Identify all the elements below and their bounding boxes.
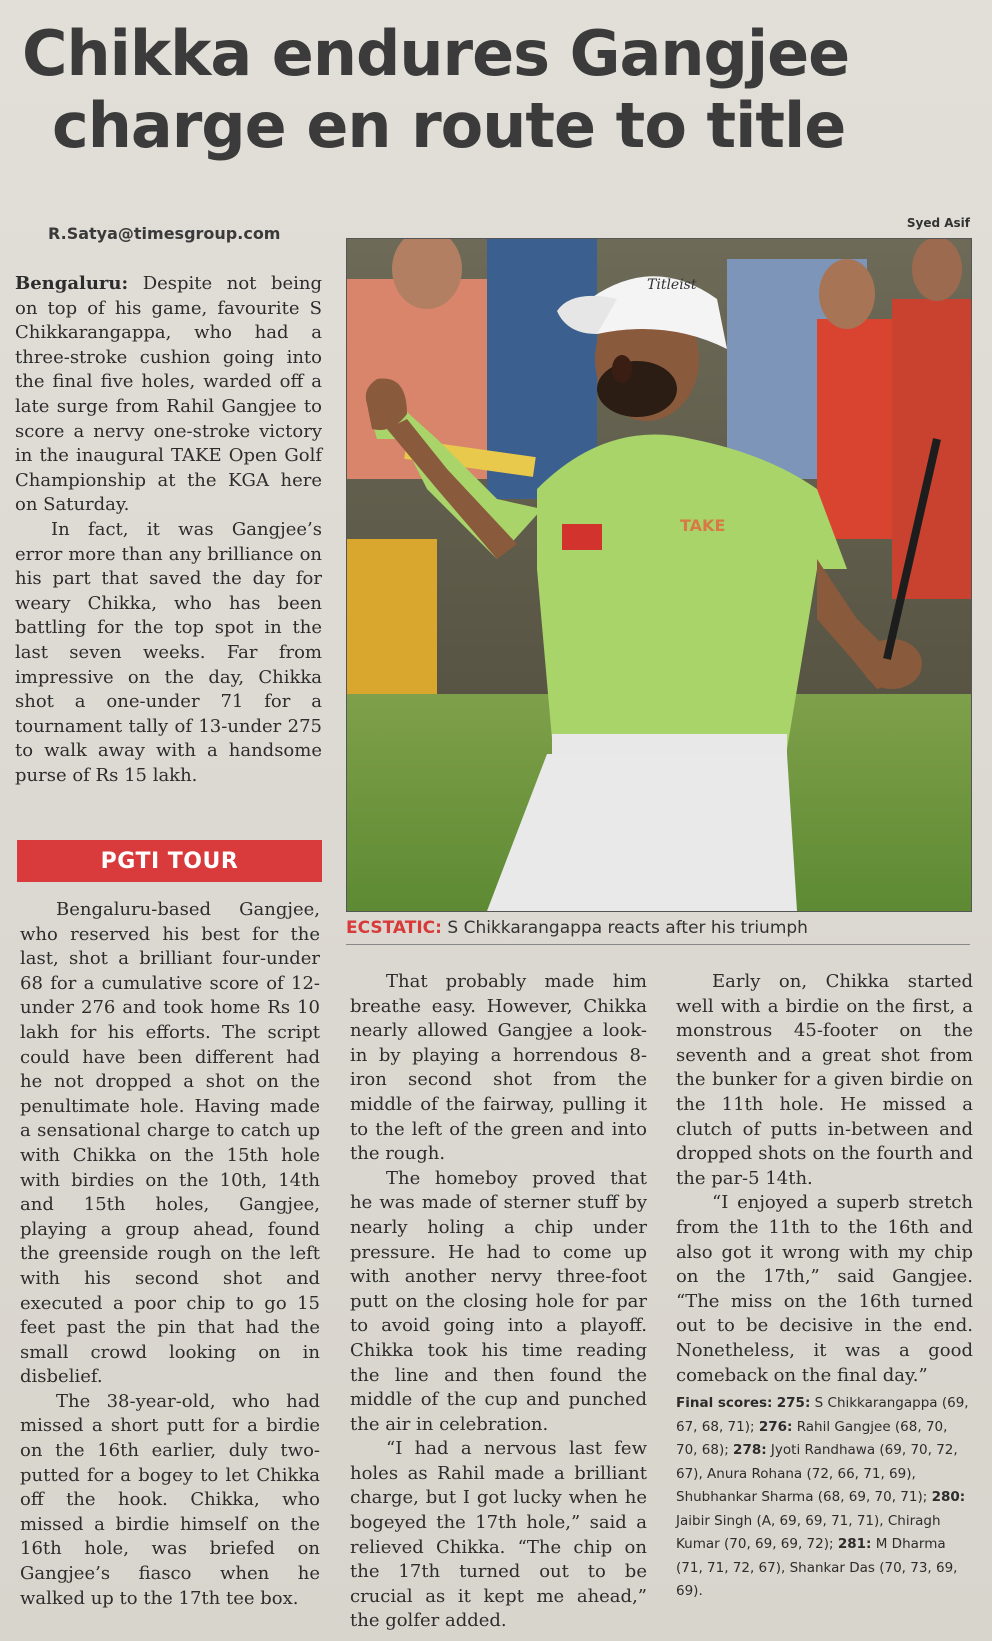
score-280: 280:	[931, 1489, 966, 1506]
score-281: 281:	[837, 1536, 872, 1553]
article-paragraph: Early on, Chikka started well with a birdie on the first, a monstrous 45-footer on the seventh and a great shot from the bunker for a given birdie on the 11th hole. He missed a clutch of putts in-between and dropped shots on the fourth and the par-5 14th.	[676, 971, 973, 1189]
dateline: Bengaluru:	[15, 273, 129, 294]
headline-line-2: charge en route to title	[52, 89, 846, 162]
score-275: 275:	[776, 1395, 811, 1412]
article-column-3	[676, 970, 973, 1604]
section-banner: PGTI TOUR	[17, 840, 322, 882]
article-column-2	[350, 970, 647, 1634]
caption-kicker: ECSTATIC:	[346, 918, 442, 938]
score-278: 278:	[733, 1442, 767, 1459]
caption-text: S Chikkarangappa reacts after his triumph	[441, 918, 808, 938]
article-paragraph: Bengaluru-based Gangjee, who reserved his best for the last, shot a brilliant four-under 68 for a cumulative score of 12-under 276 and took home Rs 10 lakh for his efforts. The script could have been different had he not dropped a shot on the penultimate hole. Having made a sensational charge to catch up with Chikka on the 15th hole with birdies on the 10th, 14th and 15th holes, Gangjee, playing a group ahead, found the greenside rough on the left with his second shot and executed a poor chip to go 15 feet past the pin that had the small crowd looking on in disbelief.	[20, 899, 320, 1388]
golfer-photo-illustration	[347, 239, 971, 911]
headline-line-1: Chikka endures Gangjee	[22, 17, 850, 90]
photo-caption	[346, 918, 970, 945]
score-275-players: S Chikkarangappa (69, 67, 68, 71);	[676, 1395, 969, 1435]
scores-label: Final scores:	[676, 1395, 773, 1412]
article-paragraph: In fact, it was Gangjee’s error more than any brilliance on his part that saved the day for weary Chikka, who has been battling for the top spot in the last seven weeks. Far from impressive on the day, Chikka shot a one-under 71 for a tournament tally of 13-under 275 to walk away with a handsome purse of Rs 15 lakh.	[15, 518, 322, 786]
byline: R.Satya@timesgroup.com	[48, 224, 281, 243]
article-paragraph	[15, 272, 322, 518]
article-paragraph-text: Despite not being on top of his game, favourite S Chikkarangappa, who had a three-stroke cushion going into the final five holes, warded off a late surge from Rahil Gangjee to score a nervy one-stroke victory in the inaugural TAKE Open Golf Championship at the KGA here on Saturday.	[15, 273, 322, 516]
article-paragraph: The homeboy proved that he was made of sterner stuff by nearly holing a chip under pressure. He had to come up with another nervy three-foot putt on the closing hole for par to avoid going into a playoff. Chikka took his time reading the line and then found the middle of the cup and punched the air in celebration.	[350, 1167, 647, 1435]
article-column-1-bottom	[20, 898, 320, 1611]
article-paragraph: “I had a nervous last few holes as Rahil made a brilliant charge, but I got lucky when he bogeyed the 17th hole,” said a relieved Chikka. “The chip on the 17th turned out to be crucial as it kept me ahead,” the golfer added.	[350, 1438, 647, 1632]
score-276: 276:	[758, 1418, 793, 1435]
article-paragraph: That probably made him breathe easy. However, Chikka nearly allowed Gangjee a look-in by playing a horrendous 8-iron second shot from the middle of the fairway, pulling it to the left of the green and into the rough.	[350, 971, 647, 1165]
golfer-photo	[346, 238, 972, 912]
shirt-logo: TAKE	[680, 516, 726, 535]
cap-logo: Titleist	[647, 277, 697, 293]
article-column-1-top	[15, 272, 322, 788]
article-paragraph: “I enjoyed a superb stretch from the 11th to the 16th and also got it wrong with my chip on the 17th,” said Gangjee. “The miss on the 16th turned out to be decisive in the end. Nonetheless, it was a good comeback on the final day.”	[676, 1192, 973, 1386]
photo-credit: Syed Asif	[906, 216, 970, 230]
score-276-players: Rahil Gangjee (68, 70, 70, 68);	[676, 1418, 948, 1459]
score-281-players: M Dharma (71, 71, 72, 67), Shankar Das (70, 73, 69, 69).	[676, 1536, 958, 1600]
article-paragraph: The 38-year-old, who had missed a short putt for a birdie on the 16th earlier, duly two-putted for a bogey to let Chikka off the hook. Chikka, who missed a birdie himself on the 16th hole, was briefed on Gangjee’s fiasco when he walked up to the 17th tee box.	[20, 1390, 320, 1609]
headline	[22, 18, 972, 162]
final-scores	[676, 1392, 973, 1604]
score-278-players: Jyoti Randhawa (69, 70, 72, 67), Anura Rohana (72, 66, 71, 69), Shubhankar Sharma (68, 69, 70, 71);	[676, 1442, 958, 1506]
score-280-players: Jaibir Singh (A, 69, 69, 71, 71), Chiragh Kumar (70, 69, 69, 72);	[676, 1512, 941, 1553]
